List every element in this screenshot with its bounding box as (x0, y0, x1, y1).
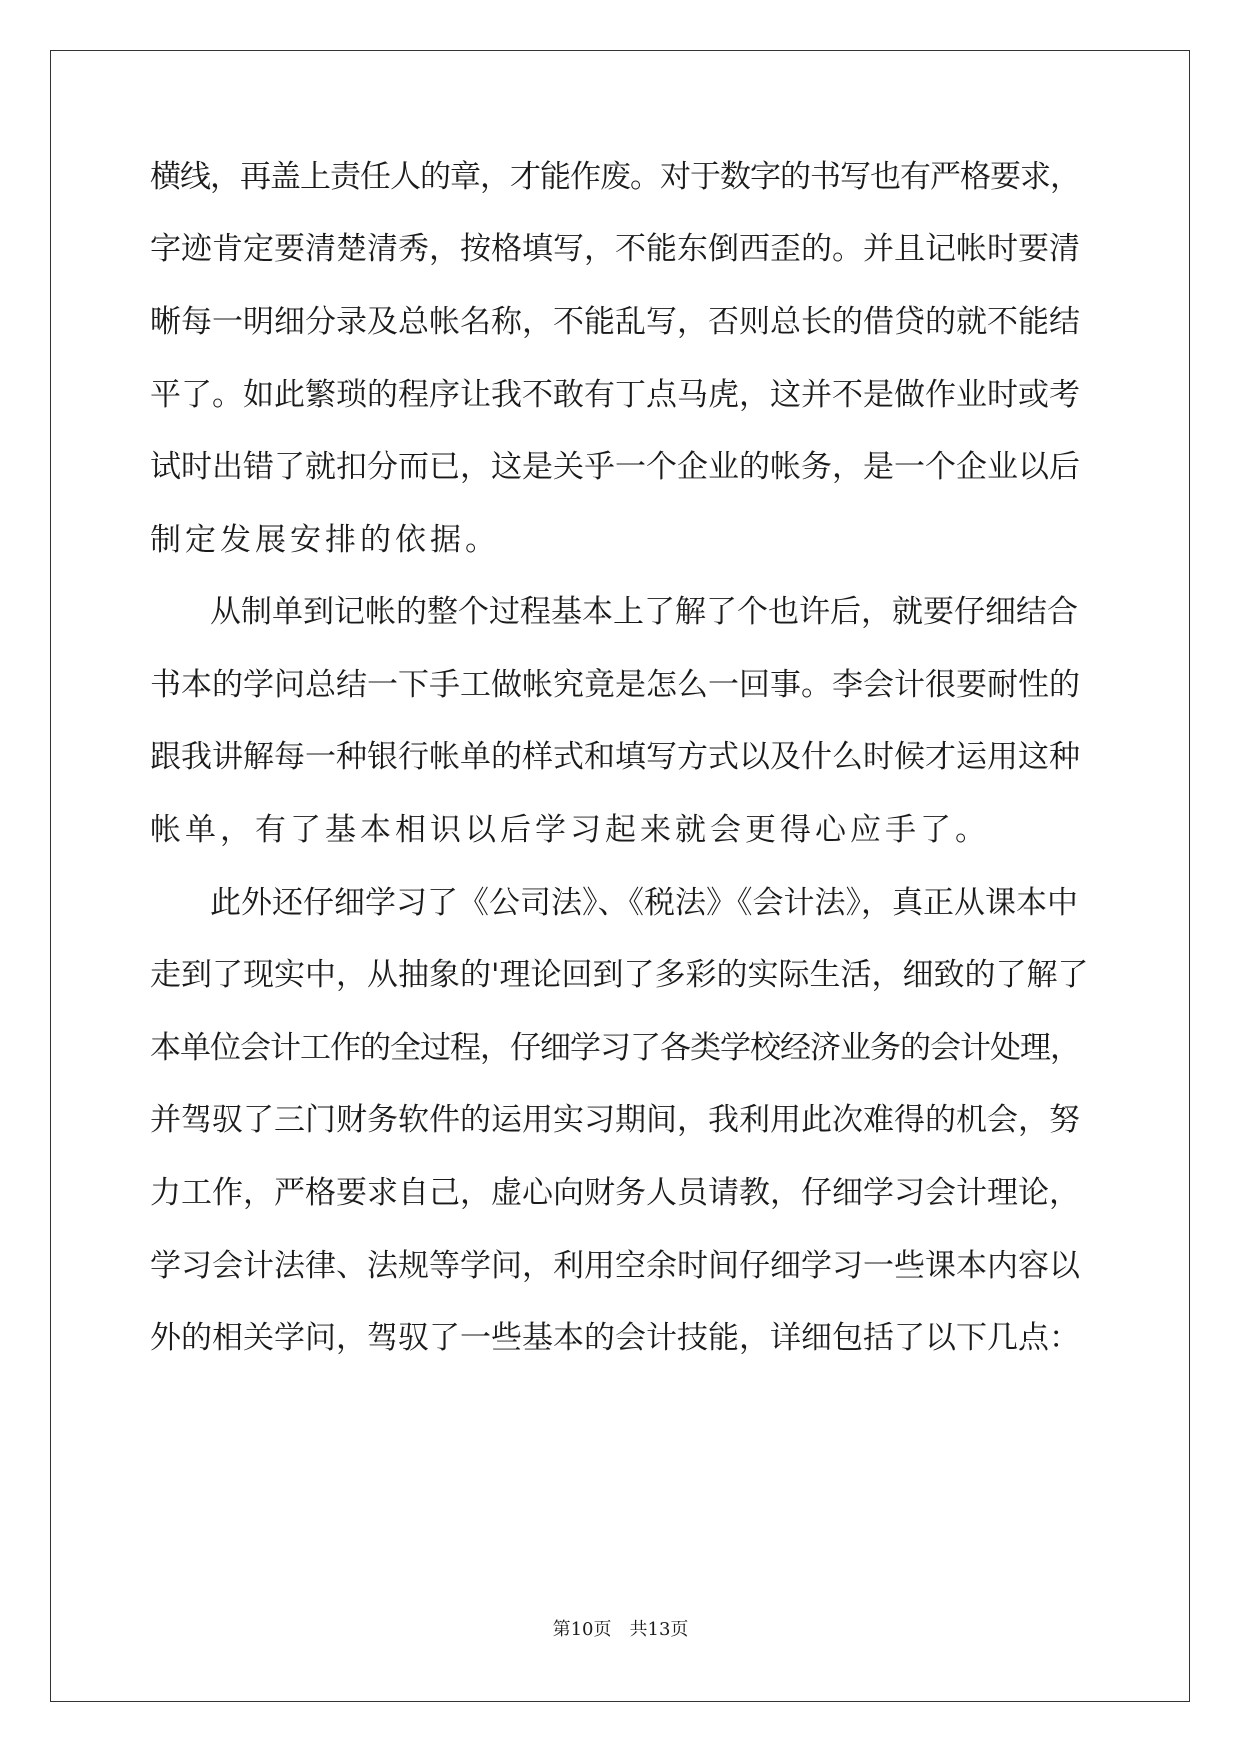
current-page-number: 第10页 (552, 1619, 612, 1640)
text-line: 横线，再盖上责任人的章，才能作废。对于数字的书写也有严格要求， (150, 159, 1080, 195)
text-line: 晰每一明细分录及总帐名称，不能乱写，否则总长的借贷的就不能结 (150, 304, 1080, 340)
text-line: 并驾驭了三门财务软件的运用实习期间，我利用此次难得的机会，努 (150, 1102, 1080, 1138)
text-line: 制定发展安排的依据。 (150, 522, 500, 558)
text-line: 帐单，有了基本相识以后学习起来就会更得心应手了。 (150, 812, 990, 848)
text-line: 走到了现实中，从抽象的'理论回到了多彩的实际生活，细致的了解了 (150, 957, 1089, 993)
text-line: 学习会计法律、法规等学问，利用空余时间仔细学习一些课本内容以 (150, 1248, 1080, 1284)
page-border (50, 50, 1190, 1702)
text-line: 平了。如此繁琐的程序让我不敢有丁点马虎，这并不是做作业时或考 (150, 377, 1080, 413)
text-line: 跟我讲解每一种银行帐单的样式和填写方式以及什么时候才运用这种 (150, 739, 1080, 775)
text-line: 字迹肯定要清楚清秀，按格填写，不能东倒西歪的。并且记帐时要清 (150, 231, 1080, 267)
page-footer (0, 1618, 1241, 1642)
paragraph-start-line: 此外还仔细学习了《公司法》、《税法》《会计法》，真正从课本中 (210, 885, 1078, 921)
text-line: 外的相关学问，驾驭了一些基本的会计技能，详细包括了以下几点： (150, 1320, 1080, 1356)
text-line: 书本的学问总结一下手工做帐究竟是怎么一回事。李会计很要耐性的 (150, 667, 1080, 703)
text-line: 力工作，严格要求自己，虚心向财务人员请教，仔细学习会计理论， (150, 1175, 1080, 1211)
text-line: 试时出错了就扣分而已，这是关乎一个企业的帐务，是一个企业以后 (150, 449, 1080, 485)
paragraph-start-line: 从制单到记帐的整个过程基本上了解了个也许后，就要仔细结合 (210, 594, 1078, 630)
total-pages: 共13页 (629, 1619, 689, 1640)
text-line: 本单位会计工作的全过程，仔细学习了各类学校经济业务的会计处理， (150, 1030, 1080, 1066)
